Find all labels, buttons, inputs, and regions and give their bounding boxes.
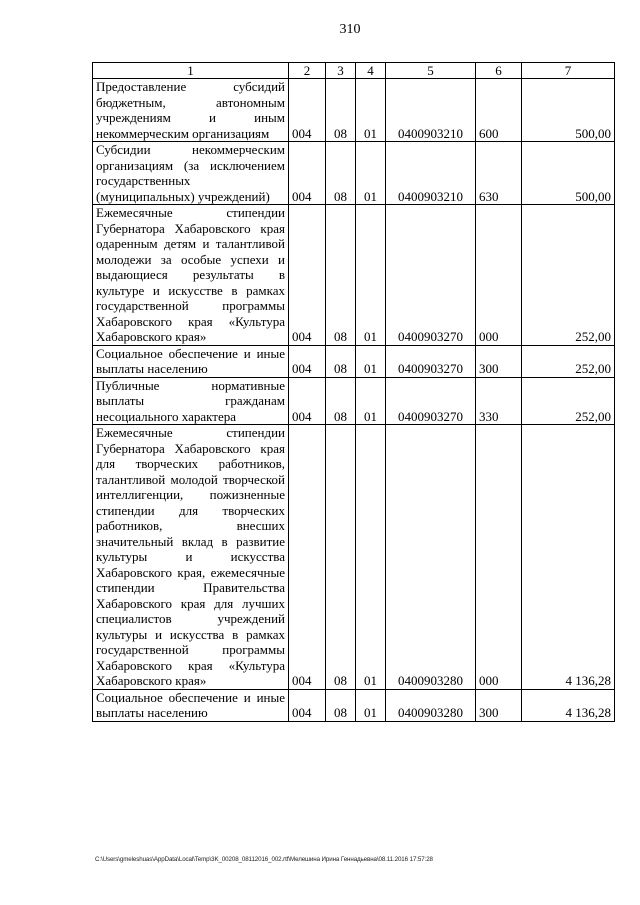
row-expense-type: 000 xyxy=(476,425,522,690)
header-col-1: 1 xyxy=(93,63,289,79)
row-section-code: 08 xyxy=(326,689,356,721)
row-ministry-code: 004 xyxy=(289,345,326,377)
row-name: Субсидии некоммерческим организациям (за исключением государственных (муниципальных) учреждений) xyxy=(93,142,289,205)
row-amount: 500,00 xyxy=(522,142,615,205)
row-target-code: 0400903270 xyxy=(386,377,476,425)
row-name: Ежемесячные стипендии Губернатора Хабаровского края для творческих работников, талантливой молодой творческой интеллигенции, пожизненные стипендии для творческих работников, внесших значительный вклад в развитие культуры и искусства Хабаровского края, ежемесячные стипендии Правительства Хабаровского края для лучших специалистов учреждений культуры и искусства в рамках государственной программы Хабаровского края «Культура Хабаровского края» xyxy=(93,425,289,690)
budget-table xyxy=(92,62,615,722)
row-target-code: 0400903210 xyxy=(386,142,476,205)
row-name: Публичные нормативные выплаты гражданам несоциального характера xyxy=(93,377,289,425)
header-col-6: 6 xyxy=(476,63,522,79)
row-name: Ежемесячные стипендии Губернатора Хабаровского края одаренным детям и талантливой молодежи за особые успехи и выдающиеся результаты в культуре и искусстве в рамках государственной программы Хабаровского края «Культура Хабаровского края» xyxy=(93,205,289,346)
row-name: Социальное обеспечение и иные выплаты населению xyxy=(93,345,289,377)
row-expense-type: 330 xyxy=(476,377,522,425)
table-row xyxy=(93,79,615,142)
row-expense-type: 300 xyxy=(476,345,522,377)
row-ministry-code: 004 xyxy=(289,79,326,142)
row-section-code: 08 xyxy=(326,425,356,690)
row-expense-type: 630 xyxy=(476,142,522,205)
header-col-4: 4 xyxy=(356,63,386,79)
row-amount: 4 136,28 xyxy=(522,689,615,721)
file-path-footer: C:\Users\gmeleshuas\AppData\Local\Temp\3K_00208_08112016_002.rtf\Мелешина Ирина Геннадьевна\08.11.2016 17:57:28 xyxy=(95,856,433,863)
row-expense-type: 000 xyxy=(476,205,522,346)
row-subsection-code: 01 xyxy=(356,205,386,346)
row-subsection-code: 01 xyxy=(356,345,386,377)
table-row xyxy=(93,205,615,346)
table-row xyxy=(93,345,615,377)
page-number: 310 xyxy=(339,22,361,37)
row-target-code: 0400903280 xyxy=(386,425,476,690)
row-subsection-code: 01 xyxy=(356,79,386,142)
row-subsection-code: 01 xyxy=(356,425,386,690)
row-amount: 252,00 xyxy=(522,377,615,425)
row-section-code: 08 xyxy=(326,79,356,142)
row-amount: 252,00 xyxy=(522,205,615,346)
row-amount: 4 136,28 xyxy=(522,425,615,690)
table-row xyxy=(93,689,615,721)
row-ministry-code: 004 xyxy=(289,377,326,425)
row-target-code: 0400903280 xyxy=(386,689,476,721)
row-section-code: 08 xyxy=(326,345,356,377)
header-col-7: 7 xyxy=(522,63,615,79)
header-col-3: 3 xyxy=(326,63,356,79)
row-amount: 252,00 xyxy=(522,345,615,377)
row-expense-type: 600 xyxy=(476,79,522,142)
row-subsection-code: 01 xyxy=(356,377,386,425)
row-ministry-code: 004 xyxy=(289,142,326,205)
row-ministry-code: 004 xyxy=(289,425,326,690)
row-name: Социальное обеспечение и иные выплаты населению xyxy=(93,689,289,721)
row-target-code: 0400903270 xyxy=(386,345,476,377)
table-row xyxy=(93,142,615,205)
table-header-row xyxy=(93,63,615,79)
row-subsection-code: 01 xyxy=(356,689,386,721)
row-ministry-code: 004 xyxy=(289,205,326,346)
row-subsection-code: 01 xyxy=(356,142,386,205)
row-amount: 500,00 xyxy=(522,79,615,142)
row-target-code: 0400903270 xyxy=(386,205,476,346)
header-col-5: 5 xyxy=(386,63,476,79)
row-target-code: 0400903210 xyxy=(386,79,476,142)
table-row xyxy=(93,377,615,425)
row-section-code: 08 xyxy=(326,142,356,205)
row-ministry-code: 004 xyxy=(289,689,326,721)
row-expense-type: 300 xyxy=(476,689,522,721)
row-name: Предоставление субсидий бюджетным, автономным учреждениям и иным некоммерческим организациям xyxy=(93,79,289,142)
header-col-2: 2 xyxy=(289,63,326,79)
row-section-code: 08 xyxy=(326,205,356,346)
row-section-code: 08 xyxy=(326,377,356,425)
table-row xyxy=(93,425,615,690)
